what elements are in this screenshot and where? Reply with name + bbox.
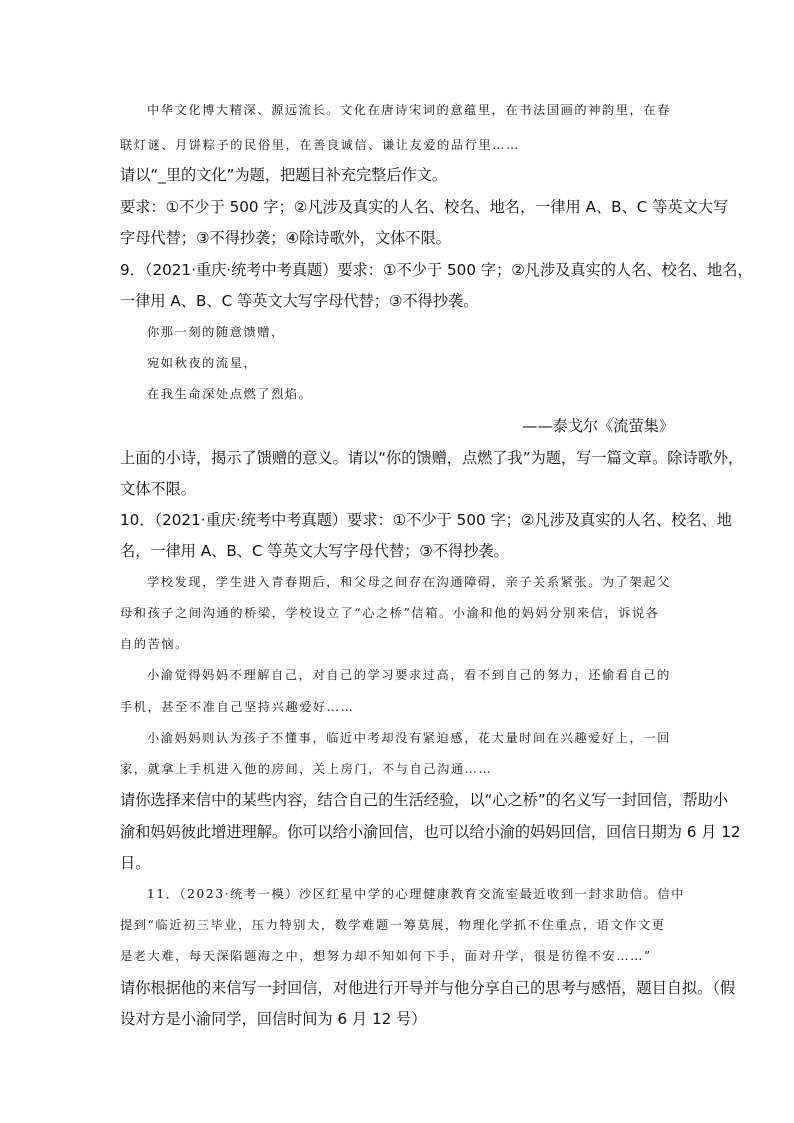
q11-prompt-line-2: 设对方是小渝同学，回信时间为 6 月 12 号） — [120, 1010, 427, 1028]
q10-background-line-1: 学校发现，学生进入青春期后，和父母之间存在沟通障碍，亲子关系紧张。为了架起父 — [147, 575, 671, 589]
q11-header-line-1: 11．（2023·统考一模）沙区红星中学的心理健康教育交流室最近收到一封求助信。信中 — [147, 887, 686, 901]
q10-background-line-2: 母和孩子之间沟通的桥梁，学校设立了“心之桥”信箱。小渝和他的妈妈分别来信，诉说各 — [120, 606, 660, 620]
q9-prompt-line-2: 文体不限。 — [120, 480, 196, 498]
q11-header-line-2: 提到“临近初三毕业，压力特别大，数学难题一筹莫展，物理化学抓不住重点，语文作文更 — [120, 918, 666, 932]
q10-prompt-line-3: 日。 — [120, 854, 151, 872]
q10-header-line-2: 名，一律用 A、B、C 等英文大写字母代替；③不得抄袭。 — [120, 542, 509, 560]
q10-background-line-3: 自的苦恼。 — [120, 637, 189, 651]
q8-requirements-line-2: 字母代替；③不得抄袭；④除诗歌外，文体不限。 — [120, 229, 451, 247]
q10-student-letter-line-2: 手机，甚至不准自己坚持兴趣爱好…… — [120, 700, 355, 714]
q9-prompt-line-1: 上面的小诗，揭示了馈赠的意义。请以“你的馈赠，点燃了我”为题，写一篇文章。除诗歌外， — [120, 449, 744, 467]
q10-prompt-line-1: 请你选择来信中的某些内容，结合自己的生活经验，以“心之桥”的名义写一封回信，帮助小 — [120, 791, 729, 809]
q9-poem-line-1: 你那一刻的随意馈赠， — [147, 325, 285, 339]
q10-mother-letter-line-2: 家，就拿上手机进入他的房间，关上房门，不与自己沟通…… — [120, 762, 493, 776]
intro-quote-line-2: 联灯谜、月饼粽子的民俗里，在善良诚信、谦让友爱的品行里…… — [120, 138, 520, 152]
q10-prompt-line-2: 渝和妈妈彼此增进理解。你可以给小渝回信，也可以给小渝的妈妈回信，回信日期为 6 月 12 — [120, 823, 741, 841]
q9-poem-attribution: ——泰戈尔《流萤集》 — [522, 417, 674, 435]
q11-header-line-3: 是老大难，每天深陷题海之中，想努力却不知如何下手，面对升学，很是彷徨不安……” — [120, 949, 652, 963]
q8-title-instruction: 请以“_里的文化”为题，把题目补充完整后作文。 — [120, 166, 448, 184]
q8-requirements-line-1: 要求：①不少于 500 字；②凡涉及真实的人名、校名、地名，一律用 A、B、C 等英文大写 — [120, 198, 729, 216]
q9-poem-line-2: 宛如秋夜的流星， — [147, 356, 258, 370]
q9-header-line-1: 9．（2021·重庆·统考中考真题）要求：①不少于 500 字；②凡涉及真实的人名、校名、地名， — [120, 261, 753, 279]
q9-poem-line-3: 在我生命深处点燃了烈焰。 — [147, 387, 313, 401]
q11-prompt-line-1: 请你根据他的来信写一封回信，对他进行开导并与他分享自己的思考与感悟，题目自拟。（假 — [120, 979, 736, 997]
intro-quote-line-1: 中华文化博大精深、源远流长。文化在唐诗宋词的意蕴里，在书法国画的神韵里，在春 — [147, 103, 671, 117]
q10-student-letter-line-1: 小渝觉得妈妈不理解自己，对自己的学习要求过高，看不到自己的努力，还偷看自己的 — [147, 668, 671, 682]
q10-header-line-1: 10．（2021·重庆·统考中考真题）要求：①不少于 500 字；②凡涉及真实的人名、校名、地 — [120, 511, 732, 529]
q9-header-line-2: 一律用 A、B、C 等英文大写字母代替；③不得抄袭。 — [120, 292, 479, 310]
q10-mother-letter-line-1: 小渝妈妈则认为孩子不懂事，临近中考却没有紧迫感，花大量时间在兴趣爱好上，一回 — [147, 731, 671, 745]
